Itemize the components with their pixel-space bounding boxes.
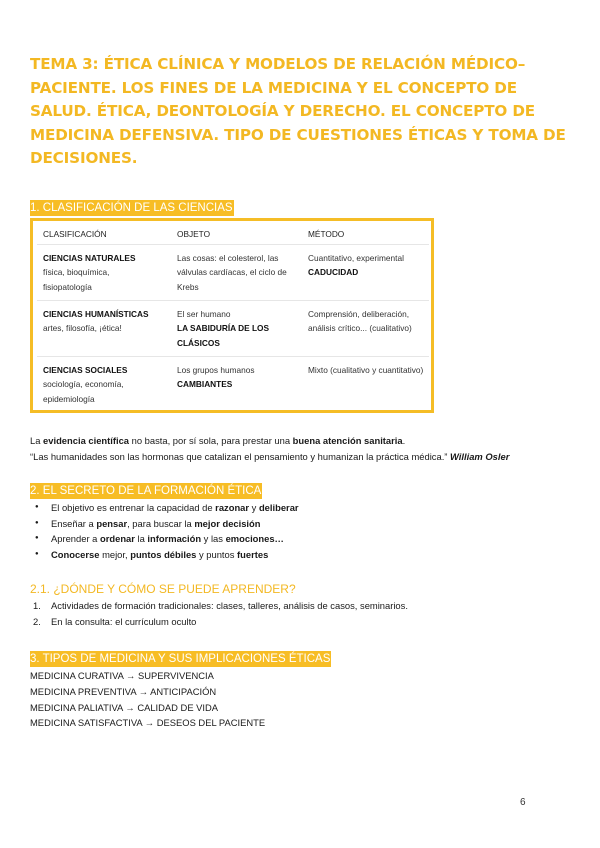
- table-row-3-metodo: Mixto (cualitativo y cuantitativo): [308, 365, 424, 375]
- table-row-2-objeto: El ser humano LA SABIDURÍA DE LOS CLÁSICOS: [177, 309, 270, 348]
- table-rule: [37, 244, 429, 245]
- bullet-dot-icon: ●: [35, 550, 39, 557]
- table-row-1-objeto: Las cosas: el colesterol, las válvulas cardíacas, el ciclo de Krebs: [177, 253, 287, 292]
- table-row-3-objeto: Los grupos humanos CAMBIANTES: [177, 365, 255, 390]
- section-2-heading: 2. EL SECRETO DE LA FORMACIÓN ÉTICA: [30, 485, 262, 497]
- medicine-type-line: MEDICINA PALIATIVA → CALIDAD DE VIDA: [30, 701, 219, 713]
- table-row-3-clasificacion: CIENCIAS SOCIALES sociología, economía, epidemiología: [43, 365, 128, 404]
- medicine-type-line: MEDICINA PREVENTIVA → ANTICIPACIÓN: [30, 685, 217, 697]
- bullet-dot-icon: ●: [35, 519, 39, 526]
- bullet-dot-icon: ●: [35, 535, 39, 542]
- table-rule: [37, 300, 429, 301]
- table-row-1-metodo: Cuantitativo, experimental CADUCIDAD: [308, 253, 404, 278]
- section-2-1-heading: 2.1. ¿DÓNDE Y CÓMO SE PUEDE APRENDER?: [30, 582, 296, 596]
- table-header-objeto: OBJETO: [177, 229, 211, 239]
- bullet-dot-icon: ●: [35, 504, 39, 510]
- table-rule: [37, 356, 429, 357]
- table-header-metodo: MÉTODO: [308, 229, 345, 239]
- table-header-clasificacion: CLASIFICACIÓN: [43, 229, 107, 239]
- medicine-type-line: MEDICINA CURATIVA → SUPERVIVENCIA: [30, 670, 214, 681]
- quote-author: William Osler: [450, 451, 510, 462]
- medicine-type-line: MEDICINA SATISFACTIVA → DESEOS DEL PACIENTE: [30, 717, 266, 729]
- table-row-2-clasificacion: CIENCIAS HUMANÍSTICAS artes, filosofía, ¡ética!: [43, 309, 149, 334]
- section-1-heading: 1. CLASIFICACIÓN DE LAS CIENCIAS: [30, 202, 233, 214]
- medicine-types-list: [30, 668, 265, 731]
- classification-table: [30, 218, 434, 413]
- section-3-heading: 3. TIPOS DE MEDICINA Y SUS IMPLICACIONES ÉTICAS: [30, 653, 331, 665]
- page-title: TEMA 3: ÉTICA CLÍNICA Y MODELOS DE RELACIÓN MÉDICO–PACIENTE. LOS FINES DE LA MEDICINA Y EL CONCEPTO DE SALUD. ÉTICA, DEONTOLOGÍA Y DERECHO. EL CONCEPTO DE MEDICINA DEFENSIVA. TIPO DE CUESTIONES ÉTICAS Y TOMA DE DECISIONES.: [30, 55, 566, 168]
- table-row-1-clasificacion: CIENCIAS NATURALES física, bioquímica, fisiopatología: [43, 253, 136, 292]
- osler-quote: “Las humanidades son las hormonas que catalizan el pensamiento y humanizan la práctica médica.” William Osler: [30, 451, 510, 462]
- page-number: 6: [520, 797, 526, 808]
- table-row-2-metodo: Comprensión, deliberación, análisis crítico... (cualitativo): [308, 309, 412, 334]
- evidence-paragraph: La evidencia científica no basta, por sí sola, para prestar una buena atención sanitaria.: [30, 435, 406, 446]
